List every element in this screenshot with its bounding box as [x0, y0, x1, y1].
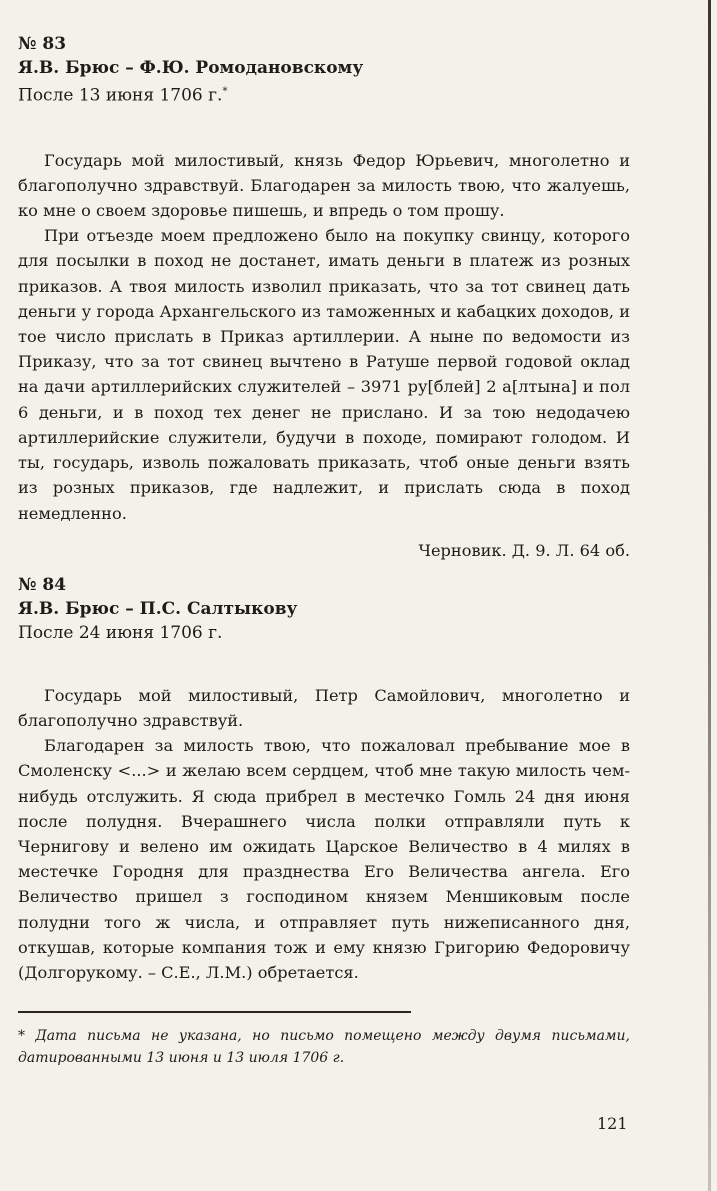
- letter-date: После 24 июня 1706 г.: [18, 622, 223, 643]
- footnote-divider: [18, 1011, 411, 1013]
- letter-number: № 84: [18, 574, 67, 595]
- page-number: 121: [597, 1114, 628, 1133]
- letter-date-text: После 13 июня 1706 г.: [18, 85, 223, 106]
- letter-paragraph: Государь мой милостивый, Петр Самойлович, многолетно и благополучно здравствуй.: [18, 685, 630, 730]
- letter-paragraph: Государь мой милостивый, князь Федор Юрьевич, многолетно и благополучно здравствуй. Благодарен за милость твою, что жалуешь, ко мне о своем здоровье пишешь, и впредь о том прошу.: [18, 150, 630, 221]
- letter-84: [18, 573, 630, 985]
- footnote: * Дата письма не указана, но письмо помещено между двумя письмами, датированными 13 июня и 13 июля 1706 г.: [18, 1028, 630, 1067]
- letter-header: Я.В. Брюс – П.С. Салтыкову: [18, 598, 298, 619]
- letter-paragraph: При отъезде моем предложено было на покупку свинцу, которого для посылки в поход не достанет, имать деньги в платеж из розных приказов. А твоя милость изволил приказать, что за тот свинец дать деньги у города Архангельского из таможенных и кабацких доходов, и тое число прислать в Приказ артиллерии. А ныне по ведомости из Приказу, что за тот свинец вычтено в Ратуше первой годовой оклад на дачи артиллерийских служителей – 3971 ру[блей] 2 а[лтына] и пол 6 деньги, и в поход тех денег не прислано. И за тою недодачею артиллерийские служители, будучи в походе, помирают голодом. И ты, государь, изволь пожаловать приказать, чтоб оные деньги взять из розных приказов, где надлежит, и прислать сюда в поход немедленно.: [18, 226, 630, 523]
- letter-header: Я.В. Брюс – Ф.Ю. Ромодановскому: [18, 58, 364, 78]
- letter-date: [18, 80, 630, 108]
- document-page: [18, 32, 630, 1069]
- letter-paragraph: Благодарен за милость твою, что пожаловал пребывание мое в Смоленску <...> и желаю всем сердцем, чтоб мне такую милость чем-нибудь отслужить. Я сюда прибрел в местечко Гомль 24 дня июня после полудня. Вчерашнего числа полки отправляли путь к Чернигову и велено им ожидать Царское Величество в 4 милях в местечке Городня для празднества Его Величества ангела. Его Величество пришел з господином князем Меншиковым после полудни того ж числа, и отправляет путь нижеписанного дня, откушав, которые компания тож и ему князю Григорию Федоровичу (Долгорукому. – С.Е., Л.М.) обретается.: [18, 736, 630, 982]
- letter-83: [18, 32, 630, 563]
- footnote-marker: *: [222, 86, 228, 97]
- page-edge-line: [708, 0, 711, 1191]
- letter-source: Черновик. Д. 9. Л. 64 об.: [418, 540, 630, 560]
- letter-number: № 83: [18, 34, 67, 54]
